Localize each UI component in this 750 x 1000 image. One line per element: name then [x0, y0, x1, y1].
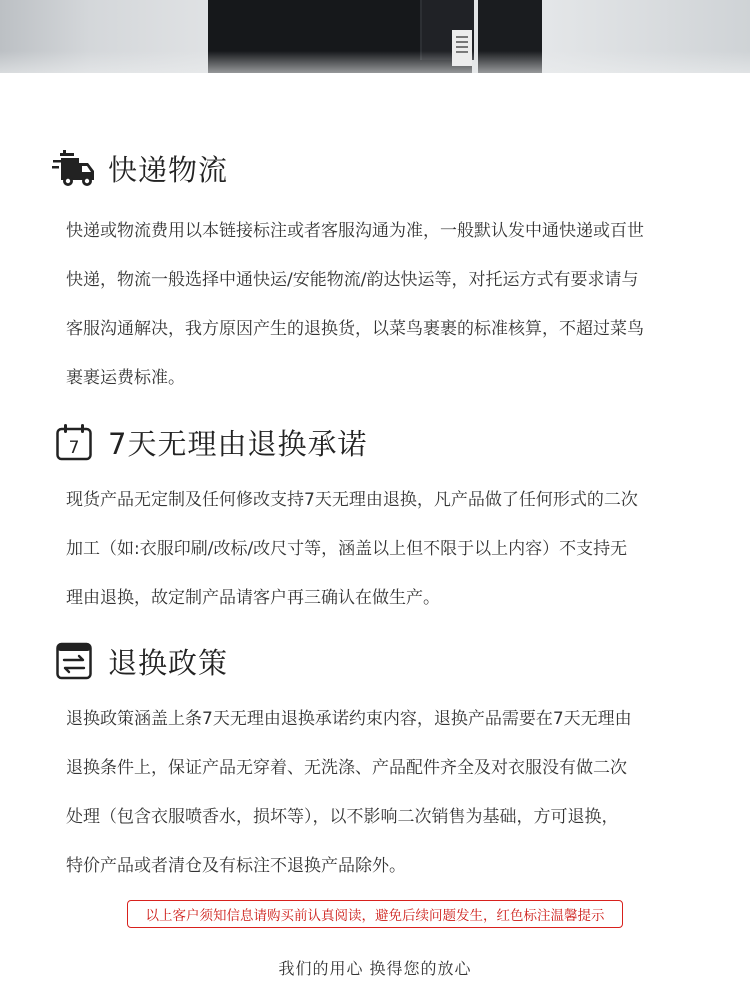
paragraph-line: 快递或物流费用以本链接标注或者客服沟通为准，一般默认发中通快递或百世	[66, 221, 644, 241]
paragraph-line: 加工（如:衣服印刷/改标/改尺寸等，涵盖以上但不限于以上内容）不支持无	[66, 539, 628, 559]
calendar-day-number: 7	[68, 438, 80, 458]
paragraph-line: 特价产品或者清仓及有标注不退换产品除外。	[66, 856, 406, 876]
section-body-delivery	[66, 207, 706, 403]
paragraph-line: 处理（包含衣服喷香水，损坏等），以不影响二次销售为基础，方可退换，	[66, 807, 619, 827]
delivery-truck-icon	[52, 146, 96, 190]
section-title: 快递物流	[108, 152, 229, 187]
section-title: 退换政策	[108, 645, 229, 680]
footer-slogan: 我们的用心 换得您的放心	[278, 959, 472, 978]
paragraph-line: 退换条件上，保证产品无穿着、无洗涤、产品配件齐全及对衣服没有做二次	[66, 758, 627, 778]
photo-floor-shade	[0, 51, 750, 73]
paragraph-line: 裹裹运费标准。	[66, 368, 185, 388]
section-heading-return-promise	[52, 420, 367, 464]
section-body-return-policy	[66, 695, 706, 891]
paragraph-line: 客服沟通解决，我方原因产生的退换货，以菜鸟裹裹的标准核算，不超过菜鸟	[66, 319, 644, 339]
calendar-icon	[52, 420, 96, 464]
notice-text: 以上客户须知信息请购买前认真阅读，避免后续问题发生，红色标注温馨提示	[145, 908, 605, 924]
paragraph-line: 退换政策涵盖上条7天无理由退换承诺约束内容，退换产品需要在7天无理由	[66, 709, 632, 729]
notice-banner	[127, 900, 623, 928]
section-body-return-promise	[66, 476, 706, 623]
section-title: 7天无理由退换承诺	[108, 426, 368, 461]
section-heading-return-policy	[52, 639, 228, 683]
section-heading-delivery	[52, 146, 228, 190]
paragraph-line: 现货产品无定制及任何修改支持7天无理由退换，凡产品做了任何形式的二次	[66, 490, 638, 510]
product-photo-crop	[0, 0, 750, 73]
paragraph-line: 理由退换，故定制产品请客户再三确认在做生产。	[66, 588, 440, 608]
paragraph-line: 快递，物流一般选择中通快运/安能物流/韵达快运等，对托运方式有要求请与	[66, 270, 639, 290]
exchange-icon	[52, 639, 96, 683]
